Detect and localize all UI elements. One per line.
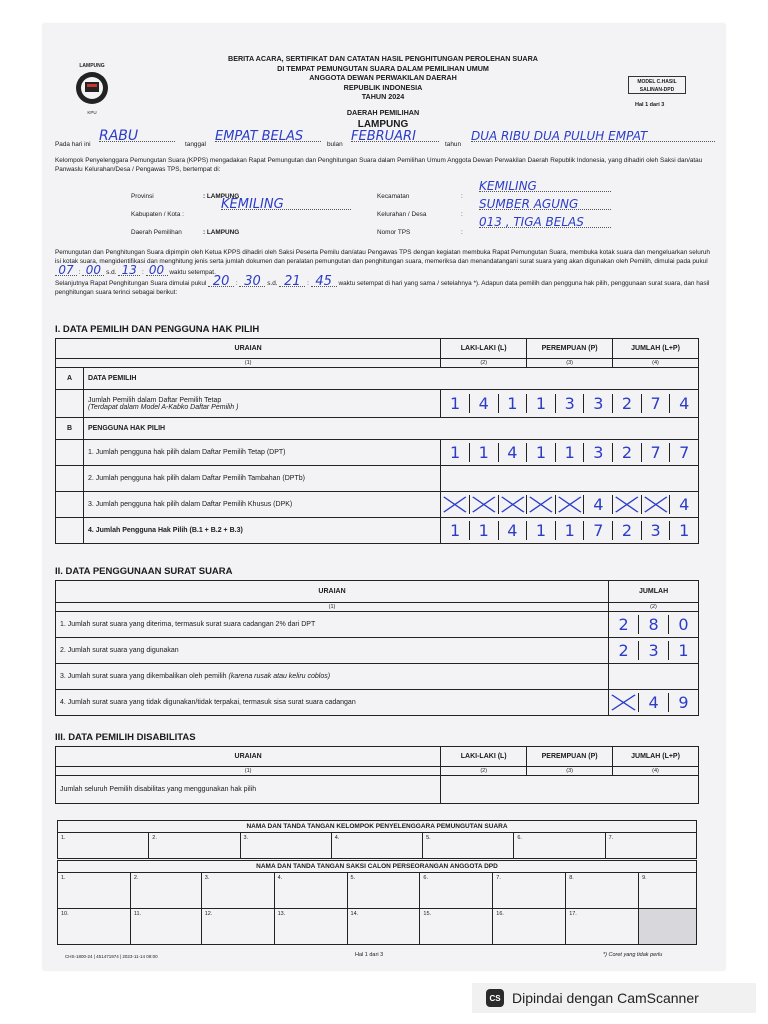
meeting-text-1: Pemungutan dan Penghitungan Suara dipimpin oleh Ketua KPPS dihadiri oleh Saksi Peserta Pemilu dan/atau Pengawas TPS dengan kegiatan membuka Rapat Pemungutan Suara, membuka kotak suara dan mengeluarkan seluruh isi kotak suara, mengidentifikasi dan menghitung jenis serta jumlah dokumen dan peralatan pemungutan dan penghitungan suara, memeriksa dan menandatangani surat suara yang akan digunakan oleh Pemilih, dimulai pada pukul [55, 249, 710, 265]
s1-a-digits [441, 394, 698, 413]
s2-r4-digits [609, 693, 698, 712]
s1-b3-digits [441, 495, 698, 514]
s2-num-1: (1) [56, 603, 609, 612]
s1-b3: 3. Jumlah pengguna hak pilih dalam Daftar Pemilih Khusus (DPK) [83, 492, 440, 518]
handwritten-digit: 7 [641, 394, 670, 413]
label-waktu: waktu setempat. [169, 269, 216, 276]
header-line1: BERITA ACARA, SERTIFIKAT DAN CATATAN HASIL PENGHITUNGAN PEROLEHAN SUARA [228, 54, 538, 63]
label-sd: s.d. [106, 269, 117, 276]
label-kecamatan: Kecamatan [377, 193, 410, 200]
handwritten-digit: 4 [469, 394, 498, 413]
header-line3: ANGGOTA DEWAN PERWAKILAN DAERAH [309, 73, 457, 83]
s3-num-2: (2) [441, 767, 527, 776]
handwritten-digit [612, 495, 641, 514]
svg-text:LAMPUNG: LAMPUNG [79, 63, 105, 69]
label-kelurahan: Kelurahan / Desa [377, 211, 427, 218]
section-2-table [55, 580, 699, 716]
field-month: FEBRUARI [351, 132, 439, 142]
handwritten-digit: 1 [555, 521, 584, 540]
page-number: Hal 1 dari 3 [635, 102, 665, 108]
handwritten-digit: 3 [555, 394, 584, 413]
s1-col-uraian: URAIAN [56, 339, 441, 359]
s3-col-uraian: URAIAN [56, 747, 441, 767]
camscanner-watermark [472, 983, 756, 1013]
count-end-minute: 45 [311, 277, 337, 287]
section-1-title: I. DATA PEMILIH DAN PENGGUNA HAK PILIH [55, 324, 260, 335]
label-kabupaten: Kabupaten / Kota : [131, 211, 184, 218]
s1-col-l: LAKI-LAKI (L) [441, 339, 527, 359]
field-day: RABU [99, 132, 175, 142]
meeting-text-3: waktu setempat di hari yang sama / setelahnya *). Adapun data pemilih dan pengguna hak pilih, penggunaan surat suara, dan hasil penghitungan suara terinci sebagai berikut: [55, 280, 710, 296]
s1-num-1: (1) [56, 359, 441, 368]
count-start-hour: 20 [208, 277, 234, 287]
s3-num-4: (4) [613, 767, 699, 776]
signature-cell: 11. [130, 909, 201, 945]
handwritten-digit: 1 [526, 394, 555, 413]
s1-a-title: DATA PEMILIH [83, 368, 698, 390]
handwritten-digit: 3 [583, 443, 612, 462]
signature-cell: 1. [58, 833, 149, 859]
signature-cell: 13. [274, 909, 347, 945]
s1-num-2: (2) [441, 359, 527, 368]
s2-r1: 1. Jumlah surat suara yang diterima, termasuk surat suara cadangan 2% dari DPT [56, 612, 609, 638]
handwritten-digit: 7 [669, 443, 698, 462]
handwritten-digit: 4 [638, 693, 668, 712]
camscanner-text: Dipindai dengan CamScanner [512, 990, 699, 1006]
signature-cell: 2. [149, 833, 240, 859]
handwritten-digit: 2 [618, 641, 629, 660]
s3-num-1: (1) [56, 767, 441, 776]
signature-cell: 6. [420, 873, 493, 909]
section-3-title: III. DATA PEMILIH DISABILITAS [55, 732, 196, 743]
value-tps: 013 , TIGA BELAS [479, 218, 611, 228]
s2-col-j: JUMLAH [609, 581, 699, 603]
s2-r2: 2. Jumlah surat suara yang digunakan [56, 638, 609, 664]
location-block: Provinsi : LAMPUNG Kabupaten / Kota : KEMILING Daerah Pemilihan : LAMPUNG Kecamatan : KEMILING Kelurahan / Desa : SUMBER AGUNG Nomor TPS : 013 , TIGA BELAS [131, 192, 711, 242]
handwritten-digit [641, 495, 670, 514]
handwritten-digit: 1 [526, 521, 555, 540]
field-year: DUA RIBU DUA PULUH EMPAT [471, 132, 715, 142]
footer-note: *) Coret yang tidak perlu [603, 952, 663, 958]
label-tanggal: tanggal [185, 141, 206, 148]
signature-cell: 4. [274, 873, 347, 909]
s3-r1: Jumlah seluruh Pemilih disabilitas yang menggunakan hak pilih [56, 776, 441, 804]
handwritten-digit: 0 [668, 615, 698, 634]
s1-num-4: (4) [613, 359, 699, 368]
end-hour: 13 [118, 266, 140, 276]
handwritten-digit: 1 [450, 521, 461, 540]
handwritten-digit: 2 [618, 615, 629, 634]
opening-sentence: Kelompok Penyelenggara Pemungutan Suara (KPPS) mengadakan Rapat Pemungutan dan Penghitungan Suara dalam Pemilihan Umum Anggota Dewan Perwakilan Daerah Republik Indonesia, yang dihadiri oleh Saksi dan/atau Panwaslu Kelurahan/Desa / Pengawas TPS, bertempat di: [55, 157, 703, 173]
footer-page: Hal 1 dari 3 [355, 952, 384, 958]
signature-cell: 3. [240, 833, 331, 859]
signature-cell: 15. [420, 909, 493, 945]
handwritten-digit [526, 495, 555, 514]
signature-cell: 7. [493, 873, 566, 909]
signature-cell: 1. [58, 873, 131, 909]
handwritten-digit: 2 [612, 443, 641, 462]
s2-r1-digits [609, 615, 698, 634]
handwritten-digit: 9 [668, 693, 698, 712]
s1-a-row1: Jumlah Pemilih dalam Daftar Pemilih Tetap [87, 396, 222, 404]
s2-r2-digits [609, 641, 698, 660]
value-dapil: : LAMPUNG [203, 229, 240, 236]
footer-code: CHS-1800-24 | 451471974 | 2023-11-14 08:00 [65, 954, 158, 959]
svg-text:KPU: KPU [87, 110, 97, 115]
s3-col-p: PEREMPUAN (P) [527, 747, 613, 767]
handwritten-digit: 1 [450, 394, 461, 413]
s3-col-j: JUMLAH (L+P) [613, 747, 699, 767]
signature-cell: 14. [347, 909, 420, 945]
handwritten-digit: 4 [669, 394, 698, 413]
s1-b2: 2. Jumlah pengguna hak pilih dalam Daftar Pemilih Tambahan (DPTb) [83, 466, 440, 492]
meeting-text-2: Selanjutnya Rapat Penghitungan Suara dimulai pukul [55, 280, 207, 287]
handwritten-digit: 1 [498, 394, 527, 413]
handwritten-digit: 1 [669, 521, 698, 540]
s1-b-letter: B [56, 418, 84, 440]
handwritten-digit: 4 [498, 443, 527, 462]
s1-a-row1b: (Terdapat dalam Model A-Kabko Daftar Pemilih ) [87, 403, 239, 411]
handwritten-digit [498, 495, 527, 514]
label-tps: Nomor TPS [377, 229, 411, 236]
value-kecamatan: KEMILING [479, 182, 611, 192]
s1-num-3: (3) [527, 359, 613, 368]
s1-a-letter: A [56, 368, 84, 390]
count-end-hour: 21 [279, 277, 305, 287]
header-line4: REPUBLIK INDONESIA [343, 82, 423, 92]
handwritten-digit: 1 [469, 443, 498, 462]
saksi-signature-table [57, 860, 697, 945]
s1-b-title: PENGGUNA HAK PILIH [83, 418, 698, 440]
label-pada-hari: Pada hari ini [55, 141, 91, 148]
s1-b1: 1. Jumlah pengguna hak pilih dalam Daftar Pemilih Tetap (DPT) [83, 440, 440, 466]
handwritten-digit: 3 [638, 641, 668, 660]
value-kelurahan: SUMBER AGUNG [479, 200, 611, 210]
start-hour: 07 [55, 266, 77, 276]
camscanner-icon: CS [486, 989, 504, 1007]
header-line7: LAMPUNG [357, 118, 409, 130]
signature-cell: 3. [201, 873, 274, 909]
s1-b4: 4. Jumlah Pengguna Hak Pilih (B.1 + B.2 + B.3) [83, 518, 440, 544]
handwritten-digit: 2 [612, 394, 641, 413]
header-line5: TAHUN 2024 [361, 92, 405, 102]
handwritten-digit [609, 693, 638, 712]
handwritten-digit: 3 [583, 394, 612, 413]
handwritten-digit: 4 [498, 521, 527, 540]
value-provinsi: : LAMPUNG [203, 193, 240, 200]
s2-r3-italic: (karena rusak atau keliru coblos) [228, 673, 331, 680]
handwritten-digit: 7 [641, 443, 670, 462]
label-sd-2: s.d. [267, 280, 278, 287]
section-1-table [55, 338, 699, 544]
handwritten-digit: 4 [669, 495, 698, 514]
handwritten-digit: 1 [668, 641, 698, 660]
label-dapil: Daerah Pemilihan [131, 229, 182, 236]
kpps-title: NAMA DAN TANDA TANGAN KELOMPOK PENYELENGGARA PEMUNGUTAN SUARA [58, 821, 697, 833]
signature-cell: 12. [201, 909, 274, 945]
saksi-title: NAMA DAN TANDA TANGAN SAKSI CALON PERSEORANGAN ANGGOTA DPD [58, 861, 697, 873]
signature-cell: 4. [331, 833, 422, 859]
s2-num-2: (2) [609, 603, 699, 612]
handwritten-digit: 1 [555, 443, 584, 462]
field-date: EMPAT BELAS [215, 132, 321, 142]
signature-cell: 7. [605, 833, 696, 859]
meeting-paragraph: Pemungutan dan Penghitungan Suara dipimpin oleh Ketua KPPS dihadiri oleh Saksi Peserta Pemilu dan/atau Pengawas TPS dengan kegiatan membuka Rapat Pemungutan Suara, membuka kotak suara dan mengeluarkan seluruh isi kotak suara, mengidentifikasi dan menghitung jenis serta jumlah dokumen dan peralatan pemungutan dan penghitungan suara, memeriksa dan menandatangani surat suara yang akan digunakan oleh Pemilih, dimulai pada pukul 07 : 00 s.d. 13 : 00 waktu setempat. Selanjutnya Rapat Penghitungan Suara dimulai pukul 20 : 30 s.d. 21 : 45 waktu setempat di hari yang sama / setelahnya *). Adapun data pemilih dan pengguna hak pilih, penggunaan surat suara, dan hasil penghitungan suara terinci sebagai berikut: [55, 249, 710, 296]
section-3-table [55, 746, 699, 804]
kpu-logo [69, 58, 115, 120]
s2-col-uraian: URAIAN [56, 581, 609, 603]
s2-r4: 4. Jumlah surat suara yang tidak digunakan/tidak terpakai, termasuk sisa surat suara cadangan [56, 690, 609, 716]
signature-cell: 5. [423, 833, 514, 859]
handwritten-digit: 4 [583, 495, 612, 514]
signature-cell: 9. [639, 873, 697, 909]
count-start-minute: 30 [239, 277, 265, 287]
s2-r3: 3. Jumlah surat suara yang dikembalikan oleh pemilih [60, 673, 227, 680]
s3-num-3: (3) [527, 767, 613, 776]
handwritten-digit: 8 [638, 615, 668, 634]
signature-cell: 6. [514, 833, 605, 859]
model-box: MODEL C.HASIL SALINAN-DPD [628, 76, 686, 94]
handwritten-digit: 1 [469, 521, 498, 540]
signature-cell: 17. [566, 909, 639, 945]
handwritten-digit: 1 [526, 443, 555, 462]
handwritten-digit [441, 495, 469, 514]
end-minute: 00 [146, 266, 168, 276]
start-minute: 00 [82, 266, 104, 276]
document-header [163, 54, 603, 131]
document-page [43, 24, 725, 970]
header-line6: DAERAH PEMILIHAN [346, 107, 420, 117]
section-2-title: II. DATA PENGGUNAAN SURAT SUARA [55, 566, 233, 577]
label-provinsi: Provinsi [131, 193, 154, 200]
s1-col-j: JUMLAH (L+P) [613, 339, 699, 359]
s1-b4-digits [441, 521, 698, 540]
label-tahun: tahun [445, 141, 461, 148]
signature-cell: 16. [493, 909, 566, 945]
handwritten-digit: 3 [641, 521, 670, 540]
handwritten-digit: 1 [450, 443, 461, 462]
label-bulan: bulan [327, 141, 343, 148]
value-kabupaten: KEMILING [221, 200, 351, 210]
signature-cell: 2. [130, 873, 201, 909]
s1-b1-digits [441, 443, 698, 462]
handwritten-digit [469, 495, 498, 514]
signature-cell: 8. [566, 873, 639, 909]
header-line2: DI TEMPAT PEMUNGUTAN SUARA DALAM PEMILIHAN UMUM [277, 63, 489, 73]
s3-col-l: LAKI-LAKI (L) [441, 747, 527, 767]
handwritten-digit [555, 495, 584, 514]
opening-line [55, 128, 715, 150]
handwritten-digit: 2 [612, 521, 641, 540]
s1-col-p: PEREMPUAN (P) [527, 339, 613, 359]
kpps-signature-table [57, 820, 697, 859]
handwritten-digit: 7 [583, 521, 612, 540]
signature-cell: 5. [347, 873, 420, 909]
signature-cell-empty [639, 909, 697, 945]
signature-cell: 10. [58, 909, 131, 945]
